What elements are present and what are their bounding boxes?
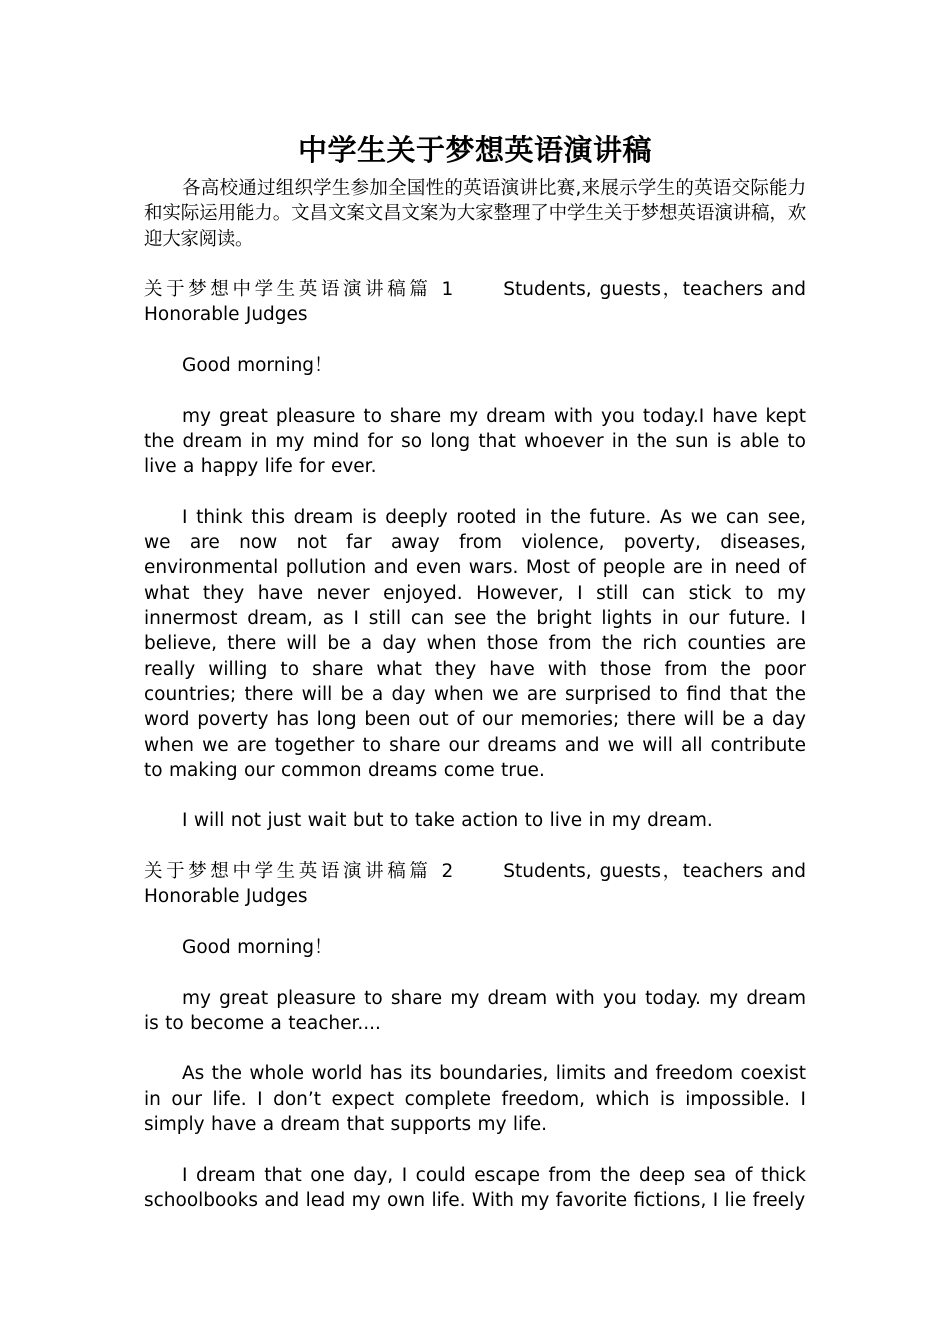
spacer	[144, 1137, 806, 1162]
intro-paragraph: 各高校通过组织学生参加全国性的英语演讲比赛,来展示学生的英语交际能力和实际运用能力。文昌文案文昌文案为大家整理了中学生关于梦想英语演讲稿，欢迎大家阅读。	[144, 178, 806, 250]
paragraph: my great pleasure to share my dream with you today. my dream is to become a teacher....	[144, 987, 806, 1034]
paragraph: I dream that one day, I could escape from the deep sea of thick schoolbooks and lead my own life. With my favorite fictions, I lie freely	[144, 1164, 806, 1211]
spacer	[144, 480, 806, 505]
section-heading	[144, 277, 806, 328]
spacer	[144, 1036, 806, 1061]
section-heading-en: Students, guests，teachers and Honorable Judges	[144, 279, 806, 326]
section-heading	[144, 859, 806, 910]
spacer	[144, 378, 806, 403]
section-heading-cn: 关于梦想中学生英语演讲稿篇 1	[144, 279, 456, 301]
spacer	[144, 960, 806, 985]
spacer	[144, 783, 806, 808]
paragraph: my great pleasure to share my dream with you today.I have kept the dream in my mind for so long that whoever in the sun is able to live a happy life for ever.	[144, 405, 806, 478]
document-title: 中学生关于梦想英语演讲稿	[297, 133, 652, 167]
document-page	[144, 128, 806, 1213]
spacer	[144, 834, 806, 859]
paragraph: Good morning！	[182, 936, 333, 958]
spacer	[144, 910, 806, 935]
paragraph: I think this dream is deeply rooted in the future. As we can see, we are now not far away from violence, poverty, diseases, environmental pollution and even wars. Most of people are in need of what they have never enjoyed. However, I still can stick to my innermost dream, as I still can see the bright lights in our future. I believe, there will be a day when those from the rich counties are really willing to share what they have with those from the poor countries; there will be a day when we are surprised to find that the word poverty has long been out of our memories; there will be a day when we are together to share our dreams and we will all contribute to making our common dreams come true.	[144, 506, 806, 781]
paragraph: I will not just wait but to take action to live in my dream.	[182, 810, 713, 832]
paragraph: Good morning！	[182, 355, 333, 377]
spacer	[144, 328, 806, 353]
paragraph: As the whole world has its boundaries, limits and freedom coexist in our life. I don’t expect complete freedom, which is impossible. I simply have a dream that supports my life.	[144, 1063, 806, 1135]
section-heading-en: Students, guests，teachers and Honorable Judges	[144, 861, 806, 908]
spacer	[144, 252, 806, 277]
section-heading-cn: 关于梦想中学生英语演讲稿篇 2	[144, 861, 456, 883]
